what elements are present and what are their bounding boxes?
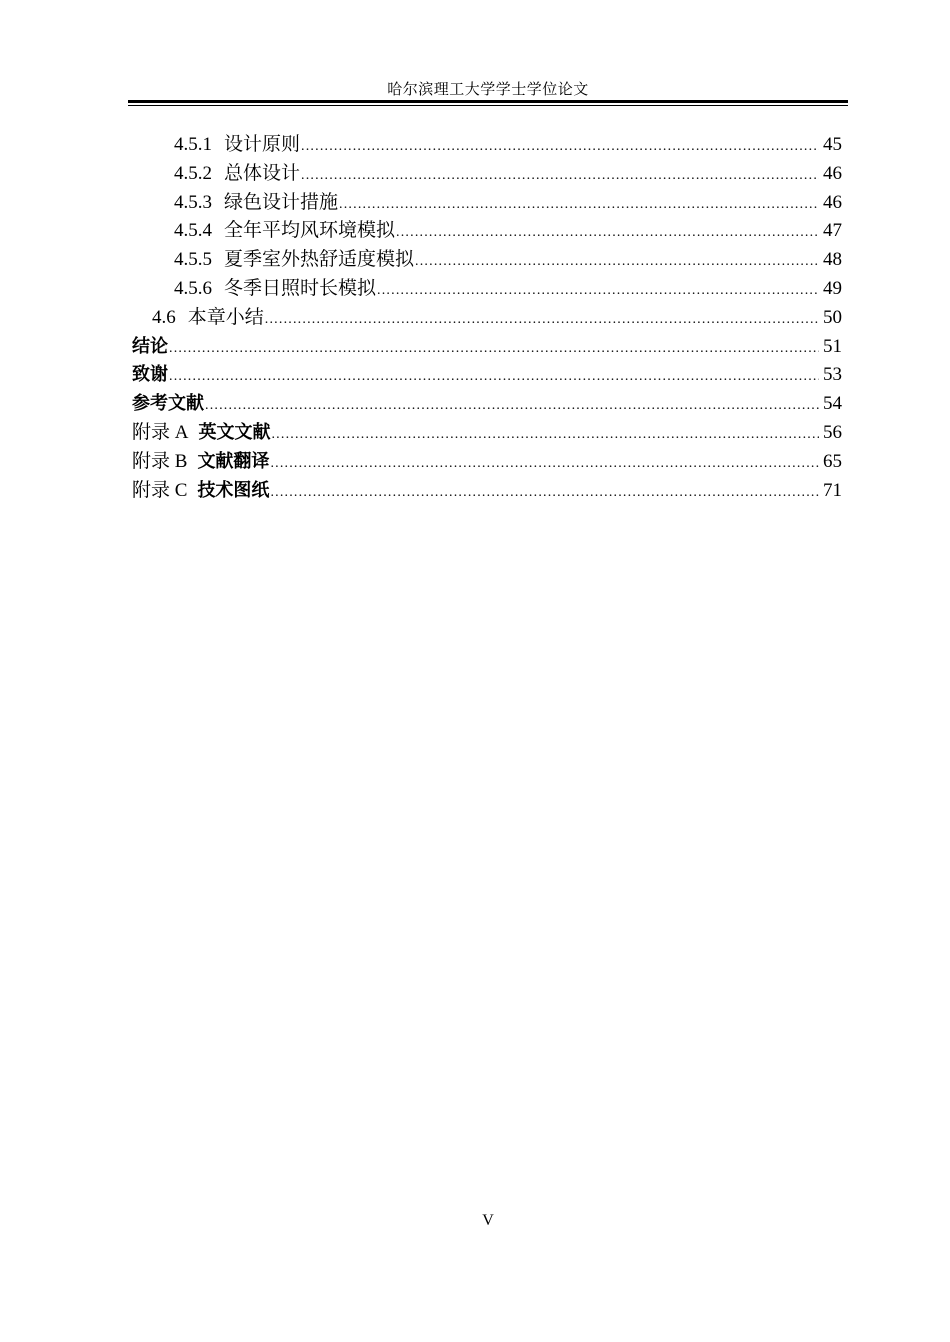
toc-entry[interactable] <box>132 361 842 390</box>
toc-entry[interactable] <box>132 304 842 333</box>
toc-entry-page: 71 <box>823 479 842 501</box>
toc-entry-number: 附录 C <box>132 479 188 501</box>
toc-entry-title: 致谢 <box>132 364 168 386</box>
toc-entry[interactable] <box>132 390 842 419</box>
toc-entry-title: 绿色设计措施 <box>224 191 339 213</box>
toc-entry-number: 4.6 <box>152 306 176 328</box>
toc-entry-title: 全年平均风环境模拟 <box>224 220 396 242</box>
toc-entry-page: 65 <box>823 450 842 472</box>
toc-dot-leader <box>377 277 819 306</box>
toc-entry-page: 45 <box>823 134 842 155</box>
toc-entry-page: 46 <box>823 191 842 213</box>
toc-entry[interactable] <box>132 131 842 160</box>
toc-entry-title: 设计原则 <box>224 134 301 155</box>
toc-dot-leader <box>301 162 819 191</box>
running-header: 哈尔滨理工大学学士学位论文 <box>387 82 589 98</box>
toc-dot-leader <box>205 392 819 421</box>
toc-dot-leader <box>265 306 819 335</box>
toc-entry[interactable] <box>132 246 842 275</box>
toc-dot-leader <box>270 479 819 508</box>
toc-entry-number: 4.5.5 <box>174 249 212 271</box>
toc-entry-title: 冬季日照时长模拟 <box>224 277 377 299</box>
toc-dot-leader <box>169 363 819 392</box>
toc-entry-title: 夏季室外热舒适度模拟 <box>224 249 415 271</box>
toc-dot-leader <box>339 191 819 220</box>
toc-entry-page: 48 <box>823 249 842 271</box>
toc-dot-leader <box>169 335 819 364</box>
toc-dot-leader <box>270 450 819 479</box>
toc-entry-page: 53 <box>823 364 842 386</box>
toc-entry-page: 50 <box>823 306 842 328</box>
table-of-contents <box>132 131 842 505</box>
toc-dot-leader <box>396 219 819 248</box>
toc-entry-number: 4.5.3 <box>174 191 212 213</box>
page-number: V <box>482 1212 494 1229</box>
toc-entry[interactable] <box>132 189 842 218</box>
toc-entry-page: 49 <box>823 277 842 299</box>
toc-entry-title: 总体设计 <box>224 162 301 184</box>
toc-entry-title: 文献翻译 <box>197 450 270 472</box>
toc-entry-title: 本章小结 <box>187 306 264 328</box>
toc-entry-number: 4.5.1 <box>174 134 212 155</box>
header-rule-thick <box>128 100 848 103</box>
toc-entry[interactable] <box>132 448 842 477</box>
toc-entry-page: 47 <box>823 220 842 242</box>
toc-dot-leader <box>415 248 819 277</box>
toc-entry-title: 参考文献 <box>132 393 204 415</box>
header-rule-thin <box>128 105 848 106</box>
toc-entry-title: 技术图纸 <box>197 479 270 501</box>
toc-entry-title: 结论 <box>132 335 168 357</box>
toc-entry-number: 4.5.4 <box>174 220 212 242</box>
toc-entry[interactable] <box>132 419 842 448</box>
toc-dot-leader <box>301 133 819 162</box>
toc-entry[interactable] <box>132 477 842 506</box>
toc-entry-page: 46 <box>823 162 842 184</box>
toc-entry-number: 附录 A <box>132 421 189 443</box>
toc-dot-leader <box>271 421 819 450</box>
toc-entry-number: 附录 B <box>132 450 188 472</box>
toc-entry[interactable] <box>132 217 842 246</box>
toc-entry[interactable] <box>132 275 842 304</box>
toc-entry[interactable] <box>132 333 842 362</box>
toc-entry-page: 56 <box>823 421 842 443</box>
toc-entry-page: 51 <box>823 335 842 357</box>
toc-entry-number: 4.5.2 <box>174 162 212 184</box>
toc-entry-number: 4.5.6 <box>174 277 212 299</box>
toc-entry-page: 54 <box>823 393 842 415</box>
toc-entry[interactable] <box>132 160 842 189</box>
toc-entry-title: 英文文献 <box>198 421 271 443</box>
